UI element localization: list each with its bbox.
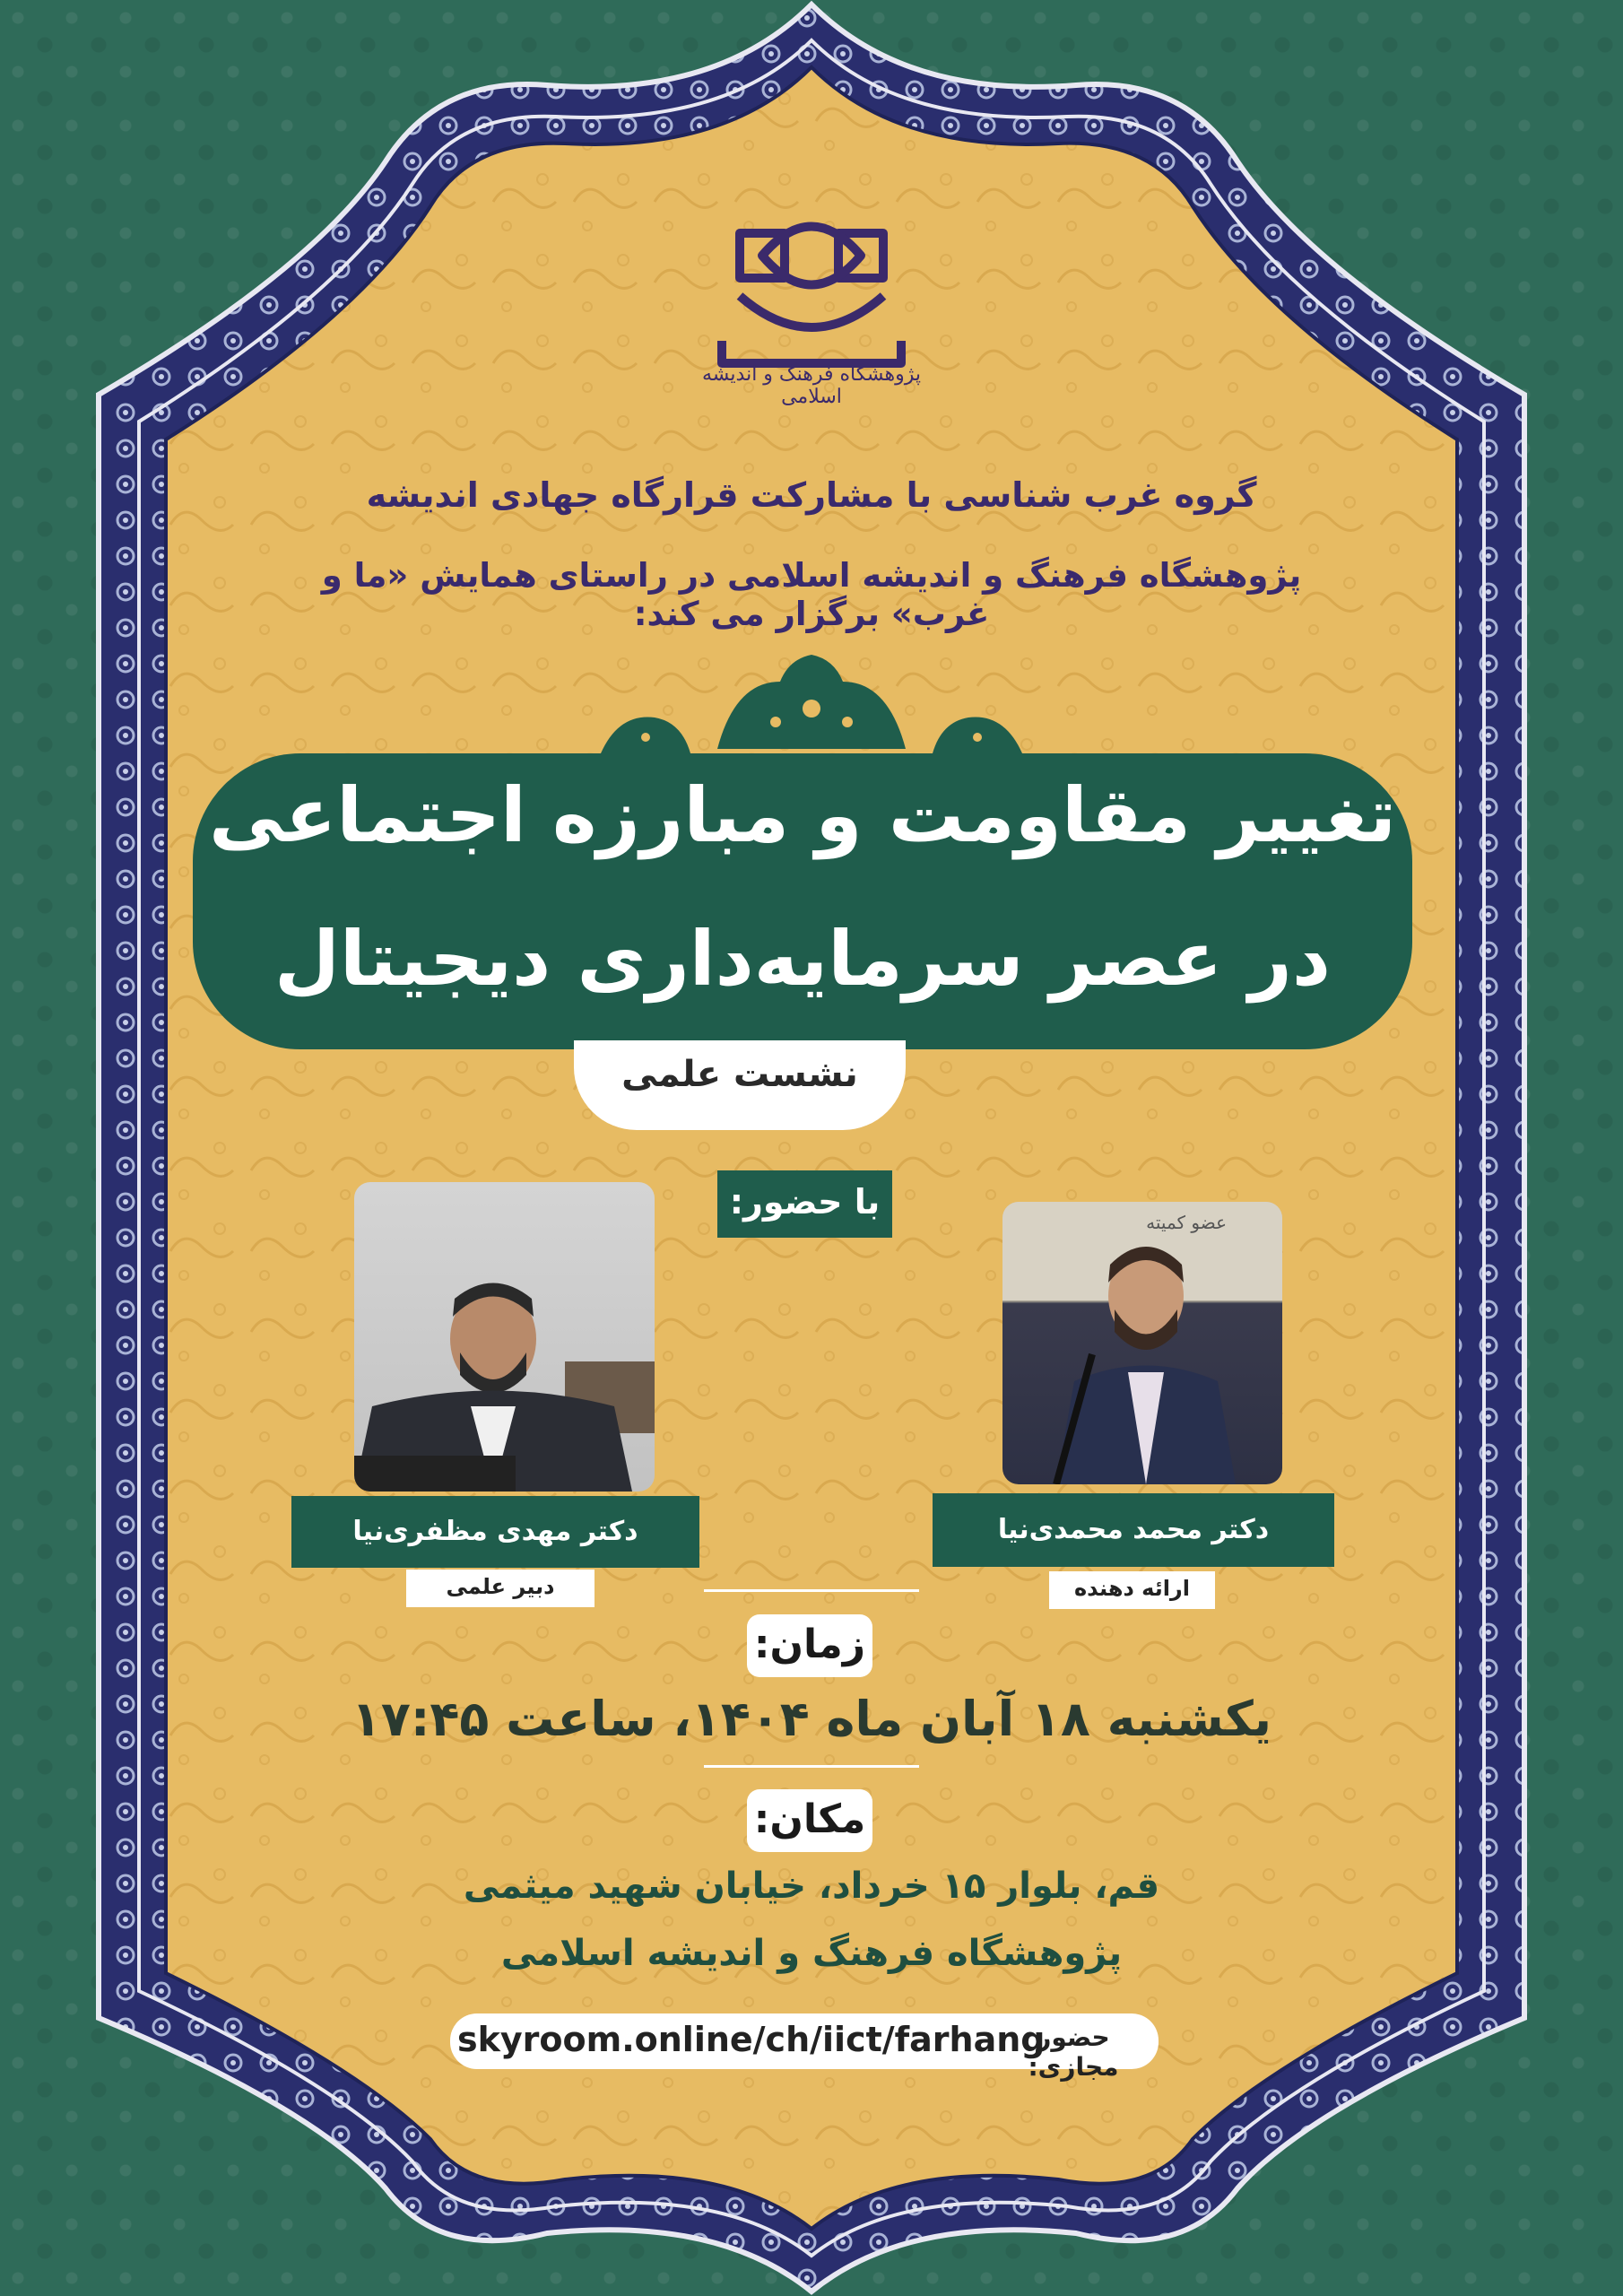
speaker-2-photo	[354, 1182, 655, 1492]
attendance-label: با حضور:	[729, 1182, 881, 1222]
place-line-2: پژوهشگاه فرهنگ و اندیشه اسلامی	[500, 1933, 1123, 1974]
knot-logo-icon	[713, 206, 910, 368]
speaker-1-name: دکتر محمد محمدی‌نیا	[997, 1514, 1270, 1545]
speaker-2-name: دکتر مهدی مظفری‌نیا	[352, 1516, 638, 1547]
online-attendance-link[interactable]: skyroom.online/ch/iict/farhang	[457, 2020, 1046, 2059]
speaker-1-silhouette-icon	[1002, 1202, 1282, 1484]
photo-caption: عضو کمیته	[1146, 1212, 1227, 1233]
logo-caption: پژوهشگاه فرهنگ و اندیشه اسلامی	[701, 363, 921, 408]
online-attendance-label: حضور مجازی:	[1028, 2022, 1119, 2082]
time-divider-bottom	[704, 1765, 919, 1768]
time-divider-top	[704, 1589, 919, 1592]
time-label: زمان:	[753, 1622, 866, 1667]
speaker-1-photo	[1002, 1202, 1282, 1484]
intro-line-1: گروه غرب شناسی با مشارکت قرارگاه جهادی اندیشه	[366, 475, 1257, 515]
speaker-1-role: ارائه دهنده	[1074, 1576, 1190, 1601]
event-datetime: یکشنبه ۱۸ آبان ماه ۱۴۰۴، ساعت ۱۷:۴۵	[351, 1691, 1272, 1747]
speaker-2-silhouette-icon	[354, 1182, 655, 1492]
subtitle: نشست علمی	[621, 1054, 858, 1095]
title-line-2: در عصر سرمایه‌داری دیجیتال	[274, 915, 1331, 1003]
intro-line-2: پژوهشگاه فرهنگ و اندیشه اسلامی در راستای همایش «ما و غرب» برگزار می کند:	[321, 556, 1302, 633]
title-line-1: تغییر مقاومت و مبارزه اجتماعی	[208, 771, 1397, 859]
place-label: مکان:	[753, 1796, 866, 1842]
place-line-1: قم، بلوار ۱۵ خرداد، خیابان شهید میثمی	[463, 1866, 1160, 1907]
speaker-2-role: دبیر علمی	[446, 1574, 555, 1599]
